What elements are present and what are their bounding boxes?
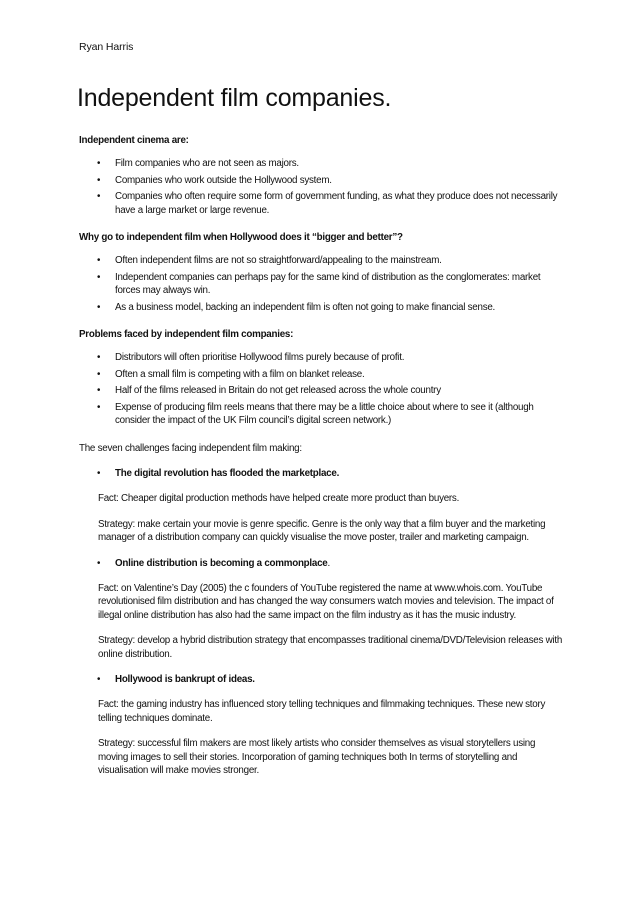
challenge-strategy: Strategy: successful film makers are most likely artists who consider themselves as visual storytellers using moving images to sell their stories. Incorporation of gaming techniques both In terms of storytelling and visualisation will make movies stronger. <box>98 738 536 776</box>
bullet-icon: • <box>97 468 101 479</box>
list-item: • Often independent films are not so straightforward/appealing to the mainstream. <box>97 255 442 266</box>
bullet-list <box>79 351 564 428</box>
bullet-icon: • <box>97 255 101 266</box>
challenges-intro: The seven challenges facing independent film making: <box>79 442 302 454</box>
bullet-icon: • <box>97 557 101 569</box>
section-heading: Problems faced by independent film companies: <box>79 329 294 340</box>
bullet-icon: • <box>97 271 101 283</box>
list-item: • Companies who work outside the Hollywood system. <box>97 174 332 186</box>
list-item: • Often a small film is competing with a film on blanket release. <box>97 368 365 380</box>
list-item: • Half of the films released in Britain do not get released across the whole country <box>97 385 441 396</box>
challenge-hollywood-ideas <box>79 673 564 778</box>
section-heading: Why go to independent film when Hollywood does it “bigger and better”? <box>79 232 403 243</box>
bullet-icon: • <box>97 301 101 313</box>
list-item: • Film companies who are not seen as majors. <box>97 158 299 169</box>
challenge-title: • The digital revolution has flooded the marketplace. <box>97 468 340 479</box>
bullet-icon: • <box>97 401 101 413</box>
section-why-independent <box>79 231 564 314</box>
bullet-icon: • <box>97 352 101 363</box>
document-title: Independent film companies. <box>77 84 392 112</box>
bullet-list <box>79 157 564 217</box>
list-item: • Companies who often require some form of government funding, as what they produce does not necessarily have a large market or large revenue. <box>97 191 558 216</box>
list-item: • Independent companies can perhaps pay for the same kind of distribution as the conglomerates: market forces may always win. <box>97 271 541 296</box>
section-heading: Independent cinema are: <box>79 135 189 146</box>
bullet-icon: • <box>97 158 101 169</box>
challenge-fact: Fact: on Valentine’s Day (2005) the c founders of YouTube registered the name at www.whois.com. YouTube revolutionised film distribution and has changed the way consumers watch movies and television. The impact of illegal online distribution has also had the same impact on the film industry as it has the music industry. <box>98 582 554 621</box>
challenge-title: • Online distribution is becoming a commonplace. <box>97 557 330 569</box>
bullet-icon: • <box>97 674 101 685</box>
bullet-icon: • <box>97 191 101 202</box>
section-problems <box>79 328 564 428</box>
challenge-online-distribution <box>79 557 564 662</box>
list-item: • As a business model, backing an independent film is often not going to make financial sense. <box>97 301 496 313</box>
list-item: • Expense of producing film reels means that there may be a little choice about where to see it (although consider the impact of the UK Film council’s digital screen network.) <box>97 401 534 426</box>
bullet-icon: • <box>97 385 101 396</box>
challenge-strategy: Strategy: make certain your movie is genre specific. Genre is the only way that a film buyer and the marketing manager of a distribution company can quickly visualise the move poster, trailer and marketing campaign. <box>98 518 546 543</box>
section-independent-cinema <box>79 134 564 217</box>
challenge-fact: Fact: the gaming industry has influenced story telling techniques and filmmaking techniques. These new story telling techniques dominate. <box>98 699 546 724</box>
document-body <box>79 134 564 790</box>
challenge-digital-revolution <box>79 467 564 545</box>
bullet-icon: • <box>97 174 101 186</box>
list-item: • Distributors will often prioritise Hollywood films purely because of profit. <box>97 352 405 363</box>
author-name: Ryan Harris <box>79 41 134 53</box>
bullet-list <box>79 254 564 314</box>
challenge-fact: Fact: Cheaper digital production methods have helped create more product than buyers. <box>98 493 460 504</box>
challenge-title: • Hollywood is bankrupt of ideas. <box>97 674 255 685</box>
challenge-strategy: Strategy: develop a hybrid distribution strategy that encompasses traditional cinema/DVD/Television releases with online distribution. <box>98 635 563 660</box>
bullet-icon: • <box>97 368 101 380</box>
